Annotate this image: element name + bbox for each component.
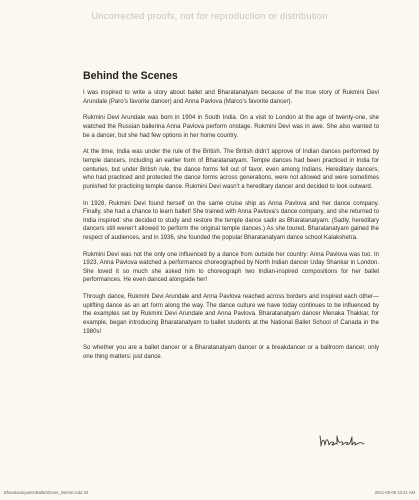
paragraph: Through dance, Rukmini Devi Arundale and Anna Pavlova reached across borders and inspired each other—uplifting dance as an art form along the way. The dance culture we have today continues to be influenced by the examples set by Rukmini Devi Arundale and Anna Pavlova. Bharatanatyam dancer Menaka Thakkar, for example, began introducing Bharatanatyam to ballet students at the National Ballet School of Canada in the 1980s! (83, 294, 379, 335)
footer-timestamp: 2021-09-09 10:21 AM (374, 490, 415, 495)
paragraph: I was inspired to write a story about ballet and Bharatanatyam because of the true story of Rukmini Devi Arundale (Paro’s favorite dancer) and Anna Pavlova (Marco’s favorite dancer). (83, 90, 379, 105)
author-signature (318, 433, 378, 449)
footer-file-info: BharatanatyamInBalletShoes_Interior.indd 34 (4, 490, 89, 495)
paragraph: Rukmini Devi was not the only one influenced by a dance from outside her country: Anna Pavlova was too. In 1923, Anna Pavlova watched a performance choreographed by North Indian dancer Uday Shankar in London. She loved it so much she asked him to choreograph two Indian-inspired compositions for her ballet performances. He even danced alongside her! (83, 251, 379, 284)
page-heading: Behind the Scenes (83, 70, 178, 82)
signature-graphic (318, 433, 378, 449)
watermark: Uncorrected proofs, not for reproduction or distribution (91, 10, 328, 21)
paragraph: So whether you are a ballet dancer or a Bharatanatyam dancer or a breakdancer or a ballroom dancer, only one thing matters: just dance. (83, 345, 379, 360)
paragraph: At the time, India was under the rule of the British. The British didn’t approve of Indian dances performed by temple dancers, including an earlier form of Bharatanatyam. Temple dances had been practiced in India for centuries, but under British rule, the dance forms fell out of favor, even among Indians. Hereditary dancers, who had practiced and protected the dance forms across generations, were not allowed and were sometimes punished for practicing temple dance. Rukmini Devi wasn’t a hereditary dancer and decided to look outward. (83, 149, 379, 190)
paragraph: Rukmini Devi Arundale was born in 1904 in South India. On a visit to London at the age of twenty-one, she watched the Russian ballerina Anna Pavlova perform onstage. Rukmini Devi was in awe. She also wanted to be a dancer, but she had few options in her home country. (83, 115, 379, 139)
article (83, 70, 379, 370)
paragraph: In 1928, Rukmini Devi found herself on the same cruise ship as Anna Pavlova and her dance company. Finally, she had a chance to learn ballet! She trained with Anna Pavlova’s dance company, and she returned to India inspired: she decided to study and restore the temple dance sadir as Bharatanatyam. (Sadly, hereditary dancers still weren’t allowed to perform the original temple dances.) As she toured, Bharatanatyam gained the respect of audiences, and in 1936, she founded the popular Bharatanatyam dance school Kalakshetra. (83, 200, 379, 241)
